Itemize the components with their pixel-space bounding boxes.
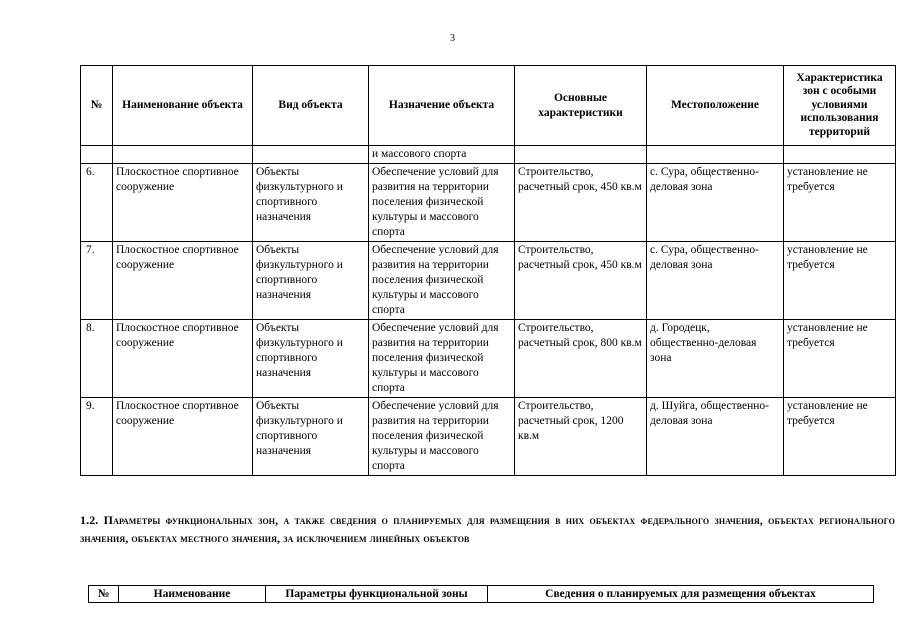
row-location: д. Городецк, общественно-деловая зона [647,320,784,398]
row-purpose: Обеспечение условий для развития на территории поселения физической культуры и массового спорта [369,242,515,320]
header-location: Местоположение [647,66,784,146]
header-num: № [81,66,113,146]
row-type: Объекты физкультурного и спортивного назначения [253,164,369,242]
header-name: Наименование объекта [113,66,253,146]
zones-header-info: Сведения о планируемых для размещения объектах [488,586,874,603]
zones-header-params: Параметры функциональной зоны [266,586,488,603]
table-row [81,320,896,398]
row-location: д. Шуйга, общественно-деловая зона [647,398,784,476]
row-purpose: Обеспечение условий для развития на территории поселения физической культуры и массового спорта [369,164,515,242]
row-zones: установление не требуется [784,320,896,398]
section-heading: 1.2. Параметры функциональных зон, а также сведения о планируемых для размещения в них объектах федерального значения, объектах регионального значения, объектах местного значения, за исключением линейных объектов [80,513,895,545]
row-characteristics: Строительство, расчетный срок, 800 кв.м [515,320,647,398]
header-characteristics: Основные характеристики [515,66,647,146]
row-type: Объекты физкультурного и спортивного назначения [253,242,369,320]
header-purpose: Назначение объекта [369,66,515,146]
table-header-row [81,66,896,146]
header-type: Вид объекта [253,66,369,146]
table-row [81,164,896,242]
header-zones: Характеристика зон с особыми условиями использования территорий [784,66,896,146]
row-characteristics: Строительство, расчетный срок, 1200 кв.м [515,398,647,476]
row-name: Плоскостное спортивное сооружение [113,164,253,242]
page-number: 3 [450,33,455,44]
table-row [81,242,896,320]
row-num: 7. [81,242,113,320]
row-num: 8. [81,320,113,398]
row-location: с. Сура, общественно-деловая зона [647,164,784,242]
row-name: Плоскостное спортивное сооружение [113,242,253,320]
row-type: Объекты физкультурного и спортивного назначения [253,320,369,398]
row-num: 9. [81,398,113,476]
row-zones: установление не требуется [784,398,896,476]
continuation-row [81,146,896,164]
row-purpose: Обеспечение условий для развития на территории поселения физической культуры и массового спорта [369,320,515,398]
row-name: Плоскостное спортивное сооружение [113,320,253,398]
row-characteristics: Строительство, расчетный срок, 450 кв.м [515,164,647,242]
row-characteristics: Строительство, расчетный срок, 450 кв.м [515,242,647,320]
row-location: с. Сура, общественно-деловая зона [647,242,784,320]
row-name: Плоскостное спортивное сооружение [113,398,253,476]
objects-table [80,65,896,476]
continuation-text: и массового спорта [369,146,515,164]
row-zones: установление не требуется [784,164,896,242]
row-purpose: Обеспечение условий для развития на территории поселения физической культуры и массового спорта [369,398,515,476]
zones-table-header-row [89,586,874,603]
zones-header-num: № [89,586,119,603]
row-type: Объекты физкультурного и спортивного назначения [253,398,369,476]
row-zones: установление не требуется [784,242,896,320]
zones-header-name: Наименование [119,586,266,603]
zones-table [88,585,874,603]
table-row [81,398,896,476]
row-num: 6. [81,164,113,242]
